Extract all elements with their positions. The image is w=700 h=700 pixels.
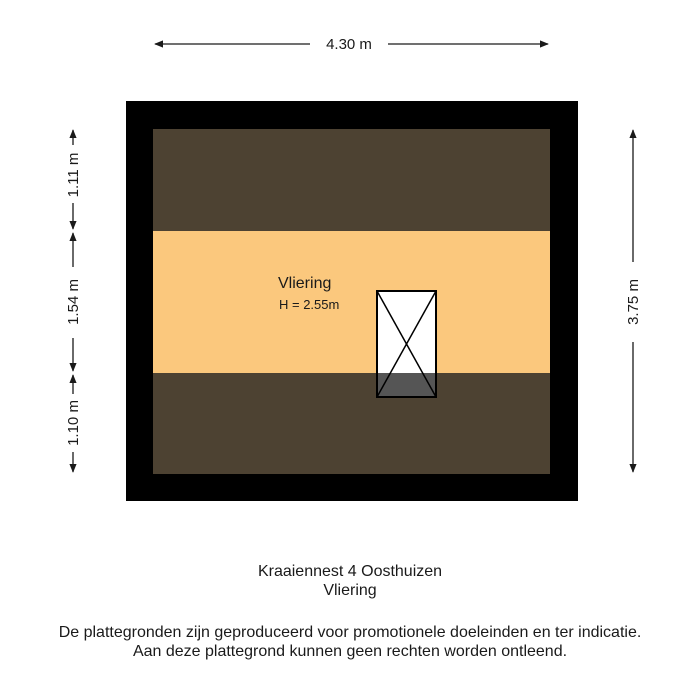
- floor-name: Vliering: [323, 582, 377, 599]
- dimension-left-top: [65, 130, 82, 229]
- dimension-right-depth: [625, 130, 642, 472]
- room-height: H = 2.55m: [279, 297, 340, 312]
- slope-area-top: [153, 129, 550, 231]
- dimension-left-bottom: [65, 375, 82, 472]
- room-name: Vliering: [278, 275, 332, 292]
- slope-area-bottom: [153, 373, 550, 474]
- dimension-top-width: [155, 36, 548, 53]
- disclaimer-line-1: De plattegronden zijn geproduceerd voor promotionele doeleinden en ter indicatie.: [58, 624, 642, 641]
- attic-hatch: [377, 291, 436, 397]
- disclaimer-line-2: Aan deze plattegrond kunnen geen rechten worden ontleend.: [132, 643, 568, 660]
- dimension-label-left-middle: 1.54 m: [65, 279, 82, 325]
- dimension-label-left-bottom: 1.10 m: [65, 400, 82, 446]
- dimension-label-depth: 3.75 m: [625, 279, 642, 325]
- disclaimer: [0, 623, 700, 661]
- dimension-label-width: 4.30 m: [326, 36, 372, 53]
- floor-area: [153, 231, 550, 373]
- dimension-left-middle: [65, 233, 82, 371]
- address-line: Kraaiennest 4 Oosthuizen: [257, 563, 443, 580]
- address-caption: [0, 562, 700, 600]
- dimension-label-left-top: 1.11 m: [65, 152, 82, 198]
